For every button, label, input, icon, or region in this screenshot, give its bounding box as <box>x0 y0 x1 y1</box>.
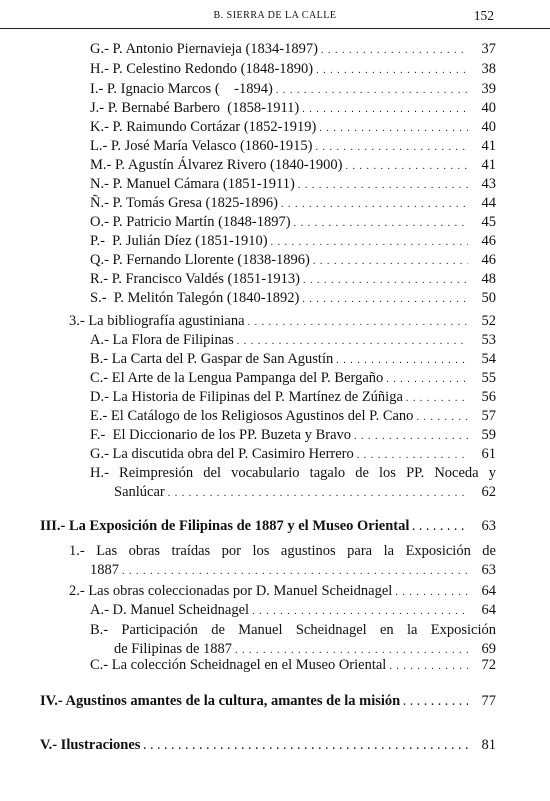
toc-entry-page: 39 <box>481 81 496 97</box>
toc-entry <box>90 331 496 351</box>
toc-entry-label: de Filipinas de 1887 <box>114 641 233 657</box>
toc-entry-page: 61 <box>481 446 496 462</box>
toc-entry-page: 55 <box>481 370 496 386</box>
dot-leader <box>416 408 468 427</box>
toc-entry <box>90 80 496 100</box>
dot-leader <box>252 602 468 621</box>
toc-entry-page: 43 <box>481 176 496 192</box>
running-header <box>0 8 550 29</box>
dot-leader <box>319 119 468 138</box>
toc-entry-page: 37 <box>481 41 496 57</box>
toc-entry-page: 59 <box>481 427 496 443</box>
dot-leader <box>298 176 468 195</box>
toc-entry-page: 40 <box>481 119 496 135</box>
toc-chapter-page: 81 <box>481 737 496 753</box>
toc-entry <box>90 60 496 80</box>
toc-chapter-page: 77 <box>481 693 496 709</box>
dot-leader <box>321 41 468 60</box>
toc-entry-label: B.- La Carta del P. Gaspar de San Agustín <box>90 351 334 367</box>
dot-leader <box>248 313 468 332</box>
toc-entry <box>90 426 496 446</box>
toc-entry-page: 40 <box>481 100 496 116</box>
dot-leader <box>357 446 468 465</box>
toc-entry <box>90 407 496 427</box>
toc-entry-label: I.- P. Ignacio Marcos ( -1894) <box>90 81 273 97</box>
toc-entry <box>90 194 496 214</box>
dot-leader <box>346 157 468 176</box>
toc-entry-label: G.- La discutida obra del P. Casimiro Herrero <box>90 446 354 462</box>
toc-entry-label-line1: B.- Participación de Manuel Scheidnagel en la Exposición <box>90 622 496 638</box>
toc-entry-label: 1887 <box>90 562 119 578</box>
toc-entry-page: 41 <box>481 138 496 154</box>
toc-entry <box>90 369 496 389</box>
toc-entry-page: 41 <box>481 157 496 173</box>
dot-leader <box>237 332 468 351</box>
toc-chapter <box>40 692 496 712</box>
dot-leader <box>271 233 468 252</box>
toc-entry-multiline <box>69 542 496 581</box>
toc-entry-label-line1: H.- Reimpresión del vocabulario tagalo de los PP. Noceda y <box>90 465 496 481</box>
dot-leader <box>302 100 468 119</box>
dot-leader <box>412 518 468 537</box>
toc-entry-label: S.- P. Melitón Talegón (1840-1892) <box>90 290 300 306</box>
toc-chapter-label: IV.- Agustinos amantes de la cultura, amantes de la misión <box>40 693 401 709</box>
toc-entry-label: H.- P. Celestino Redondo (1848-1890) <box>90 61 314 77</box>
dot-leader <box>168 484 468 503</box>
toc-entry-label: L.- P. José María Velasco (1860-1915) <box>90 138 313 154</box>
toc-entry-page: 50 <box>481 290 496 306</box>
toc-entry-label: P.- P. Julián Díez (1851-1910) <box>90 233 268 249</box>
toc-entry-label: 2.- Las obras coleccionadas por D. Manuel Scheidnagel <box>69 583 393 599</box>
toc-entry-page: 38 <box>481 61 496 77</box>
toc-entry-page: 56 <box>481 389 496 405</box>
toc-entry <box>90 232 496 252</box>
toc-entry-label: F.- El Diccionario de los PP. Buzeta y Bravo <box>90 427 352 443</box>
toc-entry <box>90 118 496 138</box>
toc-entry-multiline <box>90 621 496 660</box>
toc-entry <box>90 156 496 176</box>
toc-entry <box>90 289 496 309</box>
toc-entry-page: 69 <box>481 641 496 657</box>
toc-entry <box>90 656 496 676</box>
toc-entry <box>90 270 496 290</box>
toc-chapter <box>40 736 496 756</box>
toc-entry-page: 48 <box>481 271 496 287</box>
dot-leader <box>403 693 468 712</box>
dot-leader <box>336 351 468 370</box>
toc-entry-page: 63 <box>481 562 496 578</box>
toc-entry <box>90 251 496 271</box>
dot-leader <box>122 562 468 581</box>
toc-entry-page: 64 <box>481 583 496 599</box>
toc-entry <box>69 312 496 332</box>
dot-leader <box>313 252 468 271</box>
toc-chapter-label: III.- La Exposición de Filipinas de 1887 y el Museo Oriental <box>40 518 410 534</box>
dot-leader <box>302 290 468 309</box>
toc-chapter-page: 63 <box>481 518 496 534</box>
toc-chapter-label: V.- Ilustraciones <box>40 737 141 753</box>
toc-entry <box>90 445 496 465</box>
toc-entry-page: 54 <box>481 351 496 367</box>
toc-entry-page: 64 <box>481 602 496 618</box>
dot-leader <box>281 195 468 214</box>
dot-leader <box>276 81 468 100</box>
toc-entry-label: A.- D. Manuel Scheidnagel <box>90 602 250 618</box>
dot-leader <box>354 427 468 446</box>
toc-entry-label: 3.- La bibliografía agustiniana <box>69 313 245 329</box>
dot-leader <box>143 737 468 756</box>
toc-entry-label: A.- La Flora de Filipinas <box>90 332 234 348</box>
toc-entry <box>90 213 496 233</box>
toc-entry-page: 53 <box>481 332 496 348</box>
toc-entry-label-line1: 1.- Las obras traídas por los agustinos para la Exposición de <box>69 543 496 559</box>
toc-chapter <box>40 517 496 537</box>
toc-entry <box>90 388 496 408</box>
dot-leader <box>316 61 468 80</box>
toc-entry <box>90 137 496 157</box>
toc-entry-label: E.- El Catálogo de los Religiosos Agustinos del P. Cano <box>90 408 414 424</box>
dot-leader <box>303 271 468 290</box>
toc-entry-page: 57 <box>481 408 496 424</box>
toc-entry-label: O.- P. Patricio Martín (1848-1897) <box>90 214 291 230</box>
dot-leader <box>395 583 468 602</box>
toc-entry-page: 46 <box>481 233 496 249</box>
toc-entry-page: 46 <box>481 252 496 268</box>
toc-entry-label: C.- El Arte de la Lengua Pampanga del P. Bergaño <box>90 370 384 386</box>
toc-entry-label: R.- P. Francisco Valdés (1851-1913) <box>90 271 300 287</box>
dot-leader <box>389 657 468 676</box>
toc-entry-page: 45 <box>481 214 496 230</box>
toc-entry-label: N.- P. Manuel Cámara (1851-1911) <box>90 176 295 192</box>
toc-entry-page: 44 <box>481 195 496 211</box>
toc-entry-label: C.- La colección Scheidnagel en el Museo Oriental <box>90 657 387 673</box>
toc-entry <box>90 601 496 621</box>
toc-entry-page: 52 <box>481 313 496 329</box>
toc-entry-multiline <box>90 464 496 503</box>
toc-entry-label: D.- La Historia de Filipinas del P. Martínez de Zúñiga <box>90 389 403 405</box>
toc-entry-page: 72 <box>481 657 496 673</box>
toc-entry <box>90 350 496 370</box>
dot-leader <box>386 370 468 389</box>
dot-leader <box>294 214 468 233</box>
toc-entry-label: Sanlúcar <box>114 484 165 500</box>
toc-entry-label: J.- P. Bernabé Barbero (1858-1911) <box>90 100 300 116</box>
toc-entry <box>90 40 496 60</box>
toc-entry <box>90 99 496 119</box>
dot-leader <box>315 138 468 157</box>
toc-entry-label: G.- P. Antonio Piernavieja (1834-1897) <box>90 41 318 57</box>
running-title: B. SIERRA DE LA CALLE <box>213 10 337 21</box>
toc-entry <box>90 175 496 195</box>
dot-leader <box>406 389 468 408</box>
toc-entry-label: Ñ.- P. Tomás Gresa (1825-1896) <box>90 195 278 211</box>
page-number: 152 <box>473 8 494 23</box>
toc-entry <box>69 582 496 602</box>
toc-entry-page: 62 <box>481 484 496 500</box>
toc-entry-label: M.- P. Agustín Álvarez Rivero (1840-1900) <box>90 157 343 173</box>
toc-entry-label: K.- P. Raimundo Cortázar (1852-1919) <box>90 119 317 135</box>
toc-entry-label: Q.- P. Fernando Llorente (1838-1896) <box>90 252 310 268</box>
